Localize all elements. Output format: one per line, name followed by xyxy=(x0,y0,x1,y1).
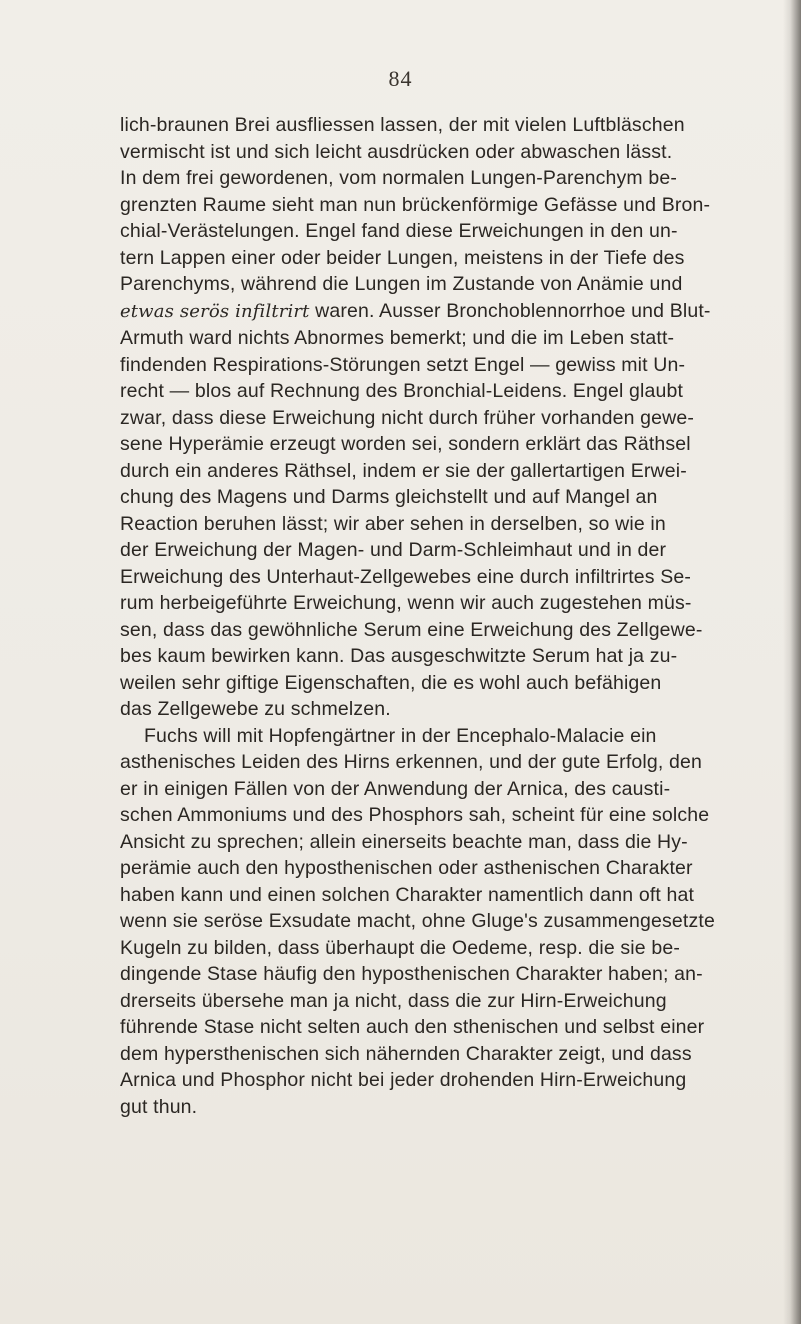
text-line-27: schen Ammoniums und des Phosphors sah, scheint für eine solche xyxy=(120,804,710,826)
text-line-22: weilen sehr giftige Eigenschaften, die es wohl auch befähigen xyxy=(120,671,662,694)
text-line-20: sen, dass das gewöhnliche Serum eine Erweichung des Zellgewe- xyxy=(120,618,703,641)
text-line-34: drerseits übersehe man ja nicht, dass die zur Hirn-Erweichung xyxy=(120,989,667,1012)
text-line-7: Parenchyms, während die Lungen im Zustande von Anämie und xyxy=(120,273,683,295)
page-number: 84 xyxy=(388,66,413,91)
text-line-37: Arnica und Phosphor nicht bei jeder drohenden Hirn-Erweichung xyxy=(120,1069,687,1091)
text-line-19: rum herbeigeführte Erweichung, wenn wir auch zugestehen müs- xyxy=(120,592,692,614)
text-line-18: Erweichung des Unterhaut-Zellgewebes eine durch infiltrirtes Se- xyxy=(120,565,692,588)
text-line-2: vermischt ist und sich leicht ausdrücken oder abwaschen lässt. xyxy=(120,140,673,163)
text-line-9: Armuth ward nichts Abnormes bemerkt; und die im Leben statt- xyxy=(120,327,675,349)
text-line-16: Reaction beruhen lässt; wir aber sehen in derselben, so wie in xyxy=(120,512,666,535)
italic-phrase: etwas serös infiltrirt xyxy=(120,300,310,322)
text-line-21: bes kaum bewirken kann. Das ausgeschwitzte Serum hat ja zu- xyxy=(120,645,678,667)
text-line-23: das Zellgewebe zu schmelzen. xyxy=(120,698,391,720)
text-line-28: Ansicht zu sprechen; allein einerseits beachte man, dass die Hy- xyxy=(120,830,688,853)
text-line-32: Kugeln zu bilden, dass überhaupt die Oedeme, resp. die sie be- xyxy=(120,936,680,959)
text-line-30: haben kann und einen solchen Charakter namentlich dann oft hat xyxy=(120,883,695,906)
text-line-5: chial-Verästelungen. Engel fand diese Erweichungen in den un- xyxy=(120,220,678,242)
text-line-1: lich-braunen Brei ausfliessen lassen, der mit vielen Luftbläschen xyxy=(120,114,685,136)
text-line-31: wenn sie seröse Exsudate macht, ohne Gluge's zusammengesetzte xyxy=(120,910,715,932)
text-line-24: Fuchs will mit Hopfengärtner in der Encephalo-Malacie ein xyxy=(144,724,657,747)
text-line-15: chung des Magens und Darms gleichstellt und auf Mangel an xyxy=(120,486,658,508)
text-line-3: In dem frei gewordenen, vom normalen Lungen-Parenchym be- xyxy=(120,167,678,189)
text-line-8 xyxy=(120,298,780,326)
text-line-13: sene Hyperämie erzeugt worden sei, sondern erklärt das Räthsel xyxy=(120,433,691,455)
text-line-36: dem hypersthenischen sich nähernden Charakter zeigt, und dass xyxy=(120,1042,692,1065)
text-line-8-rest: waren. Ausser Bronchoblennorrhoe und Blut- xyxy=(309,299,711,322)
binding-shadow xyxy=(783,0,801,1324)
text-line-29: perämie auch den hyposthenischen oder asthenischen Charakter xyxy=(120,857,693,879)
text-line-26: er in einigen Fällen von der Anwendung der Arnica, des causti- xyxy=(120,777,671,800)
text-line-6: tern Lappen einer oder beider Lungen, meistens in der Tiefe des xyxy=(120,246,685,269)
text-line-33: dingende Stase häufig den hyposthenischen Charakter haben; an- xyxy=(120,963,703,985)
text-line-17: der Erweichung der Magen- und Darm-Schleimhaut und in der xyxy=(120,539,667,561)
text-line-35: führende Stase nicht selten auch den sthenischen und selbst einer xyxy=(120,1016,705,1038)
text-line-12: zwar, dass diese Erweichung nicht durch früher vorhanden gewe- xyxy=(120,406,695,429)
text-line-4: grenzten Raume sieht man nun brückenförmige Gefässe und Bron- xyxy=(120,193,711,216)
text-line-11: recht — blos auf Rechnung des Bronchial-Leidens. Engel glaubt xyxy=(120,380,684,402)
text-line-14: durch ein anderes Räthsel, indem er sie der gallertartigen Erwei- xyxy=(120,459,687,482)
body-text xyxy=(120,112,780,1120)
text-line-10: findenden Respirations-Störungen setzt Engel — gewiss mit Un- xyxy=(120,353,686,376)
text-line-38: gut thun. xyxy=(120,1095,198,1118)
text-line-25: asthenisches Leiden des Hirns erkennen, und der gute Erfolg, den xyxy=(120,751,702,773)
